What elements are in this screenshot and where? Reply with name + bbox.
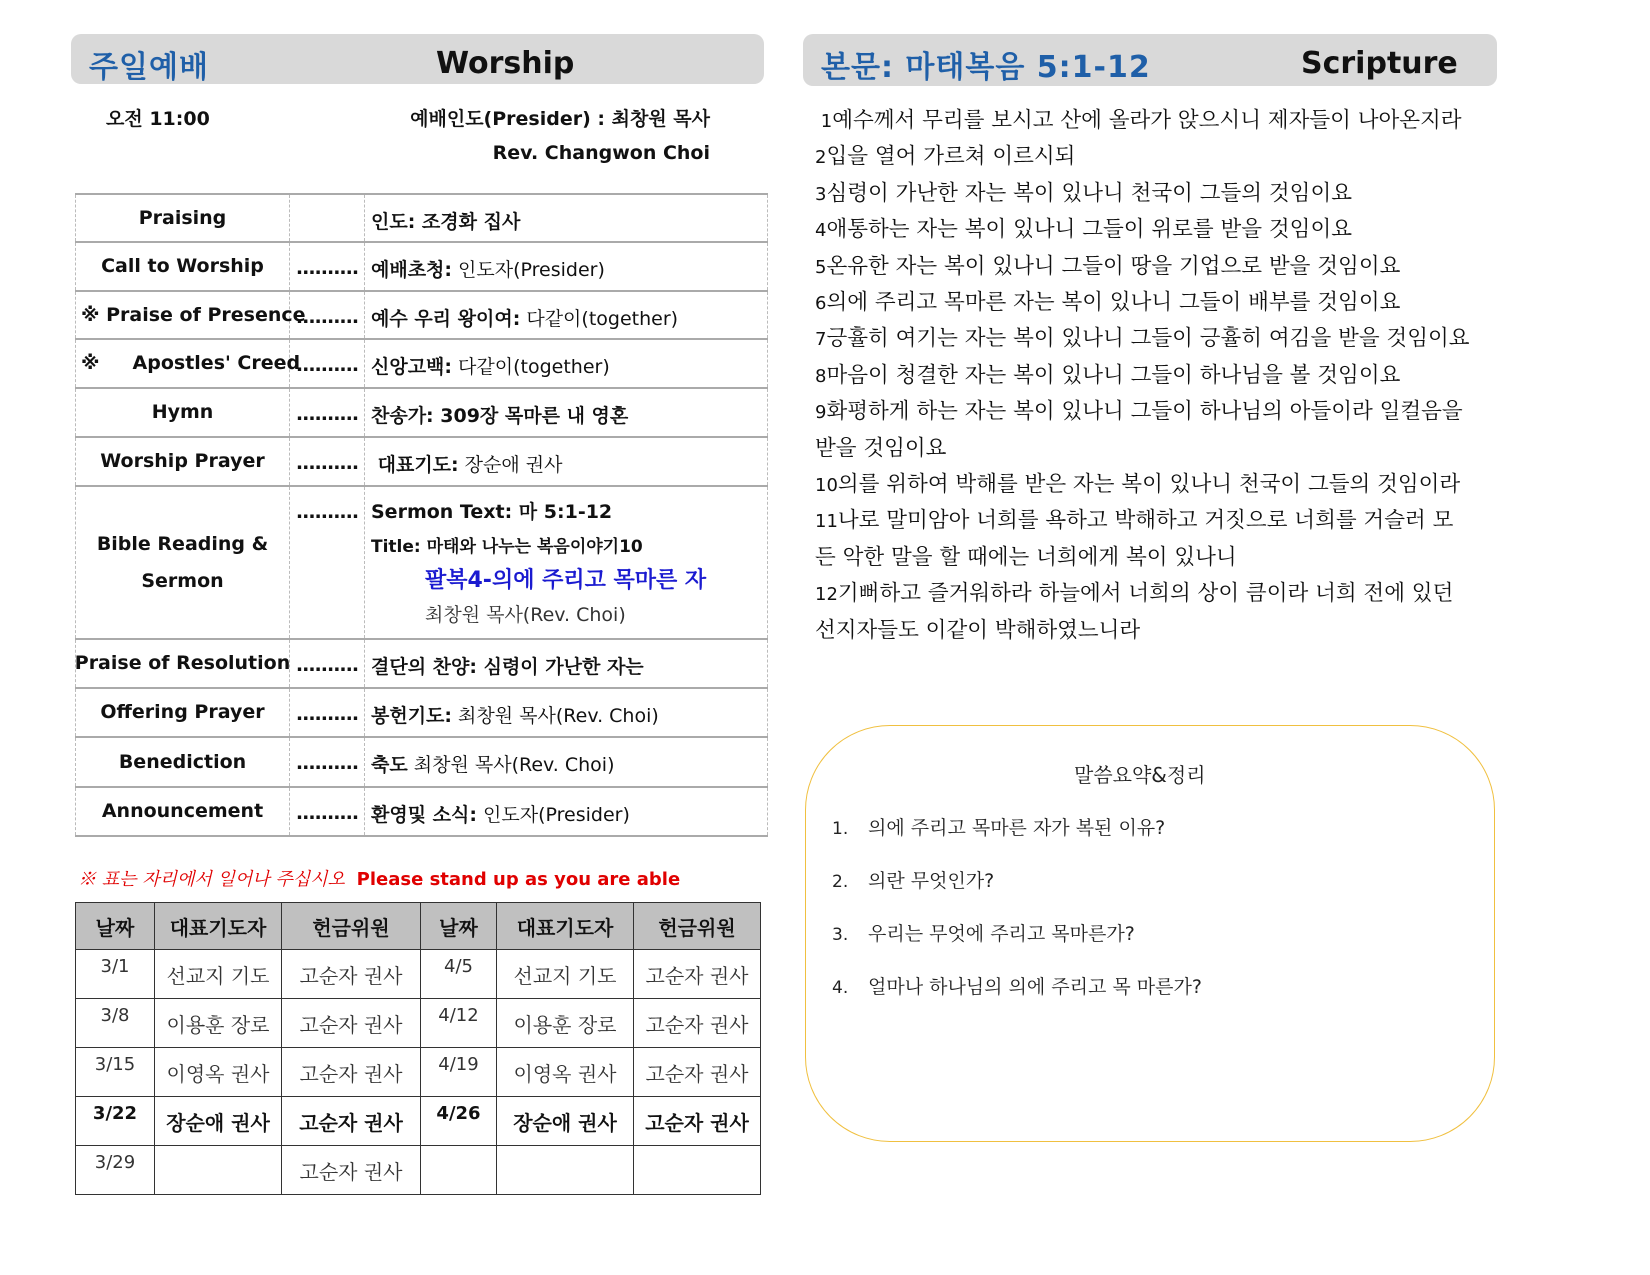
verse-number: 1	[815, 111, 833, 132]
order-item-value: 최창원 목사(Rev. Choi)	[452, 705, 659, 727]
schedule-row	[76, 1097, 761, 1146]
verse-text: 입을 열어 가르쳐 이르시되	[826, 144, 1076, 170]
verse-line	[815, 576, 1515, 612]
schedule-offering: 고순자 권사	[634, 1097, 761, 1146]
verse-line	[815, 285, 1515, 321]
order-item-label: 결단의 찬양: 심령이 가난한 자는	[371, 656, 644, 678]
schedule-offering: 고순자 권사	[282, 999, 421, 1048]
stand-note	[78, 865, 680, 891]
schedule-prayer: 이영옥 권사	[155, 1048, 282, 1097]
schedule-row	[76, 999, 761, 1048]
verse-line	[815, 503, 1515, 539]
summary-question	[832, 813, 1165, 840]
verse-line	[815, 176, 1515, 212]
schedule-header: 헌금위원	[634, 903, 761, 950]
verse-text: 의에 주리고 목마른 자는 복이 있나니 그들이 배부를 것임이요	[826, 290, 1401, 316]
order-item-value: 인도자(Presider)	[452, 259, 605, 281]
verse-line	[815, 321, 1515, 357]
order-row	[75, 689, 768, 738]
order-row	[75, 640, 768, 689]
schedule-offering: 고순자 권사	[634, 1048, 761, 1097]
order-item-label: 찬송가: 309장 목마른 내 영혼	[371, 405, 629, 427]
schedule-prayer	[497, 1146, 634, 1195]
order-row	[75, 738, 768, 788]
verse-text: 의를 위하여 박해를 받은 자는 복이 있나니 천국이 그들의 것임이라	[837, 472, 1461, 498]
schedule-date: 4/5	[421, 950, 497, 999]
schedule-header: 대표기도자	[497, 903, 634, 950]
schedule-date: 3/29	[76, 1146, 155, 1195]
scripture-title-en: Scripture	[1301, 46, 1458, 81]
order-item-detail	[365, 788, 768, 835]
verse-number: 8	[815, 365, 827, 387]
order-item-name: Praising	[75, 195, 290, 241]
sermon-text: Sermon Text: 마 5:1-12	[371, 501, 613, 523]
schedule-offering: 고순자 권사	[634, 999, 761, 1048]
order-item-detail	[365, 292, 768, 338]
verse-text: 나로 말미암아 너희를 욕하고 박해하고 거짓으로 너희를 거슬러 모	[837, 508, 1454, 534]
schedule-date: 3/8	[76, 999, 155, 1048]
worship-header	[71, 34, 764, 84]
schedule-offering: 고순자 권사	[282, 1146, 421, 1195]
schedule-row	[76, 1146, 761, 1195]
order-row	[75, 292, 768, 340]
schedule-prayer	[155, 1146, 282, 1195]
leader-dots: ..........	[290, 243, 365, 290]
question-text: 의에 주리고 목마른 자가 복된 이유?	[868, 817, 1166, 839]
order-row	[75, 195, 768, 243]
order-row	[75, 788, 768, 837]
order-item-value: 조경화 집사	[415, 211, 521, 233]
leader-dots: ..........	[290, 788, 365, 835]
order-item-name: Offering Prayer	[75, 689, 290, 736]
sermon-summary-box	[805, 725, 1495, 1142]
summary-question	[832, 866, 994, 893]
order-row	[75, 438, 768, 487]
schedule-header: 대표기도자	[155, 903, 282, 950]
schedule-date: 4/12	[421, 999, 497, 1048]
worship-title-ko: 주일예배	[89, 50, 209, 85]
verse-number: 10	[815, 475, 838, 497]
stand-note-ko: ※ 표는 자리에서 일어나 주십시오	[78, 869, 345, 890]
order-item-name: Call to Worship	[75, 243, 290, 290]
question-text: 의란 무엇인가?	[868, 870, 995, 892]
order-row	[75, 487, 768, 640]
service-time: 오전 11:00	[106, 108, 210, 130]
verse-number: 12	[815, 584, 838, 606]
order-item-name: Announcement	[75, 788, 290, 835]
summary-question	[832, 972, 1202, 999]
verse-number: 9	[815, 402, 827, 424]
order-item-detail	[365, 438, 768, 485]
verse-number: 5	[815, 256, 827, 278]
verse-number: 4	[815, 220, 827, 242]
verse-text: 애통하는 자는 복이 있나니 그들이 위로를 받을 것임이요	[826, 217, 1352, 243]
leader-dots: ..........	[290, 738, 365, 786]
order-item-label: 예배초청:	[371, 259, 453, 281]
order-item-label: 예수 우리 왕이여:	[371, 308, 521, 330]
schedule-prayer: 장순애 권사	[155, 1097, 282, 1146]
order-item-name	[75, 487, 290, 638]
schedule-offering: 고순자 권사	[282, 1048, 421, 1097]
sermon-series-title: Title: 마태와 나누는 복음이야기10	[371, 537, 643, 557]
order-item-value: 최창원 목사(Rev. Choi)	[407, 754, 615, 776]
summary-question	[832, 919, 1135, 946]
order-row	[75, 243, 768, 292]
schedule-offering: 고순자 권사	[634, 950, 761, 999]
schedule-row	[76, 950, 761, 999]
order-item-name: ※ Praise of Presence	[75, 292, 290, 338]
question-text: 우리는 무엇에 주리고 목마른가?	[868, 923, 1135, 945]
leader-dots: ..........	[290, 689, 365, 736]
schedule-prayer: 이용훈 장로	[497, 999, 634, 1048]
order-item-label: 봉헌기도:	[371, 705, 453, 727]
verse-text: 온유한 자는 복이 있나니 그들이 땅을 기업으로 받을 것임이요	[826, 253, 1401, 279]
scripture-title-ko: 본문: 마태복음 5:1-12	[821, 50, 1151, 85]
order-item-detail	[365, 738, 768, 786]
schedule-row	[76, 1048, 761, 1097]
verse-text: 받을 것임이요	[815, 435, 947, 461]
verse-number: 2	[815, 147, 827, 169]
order-item-label: 대표기도:	[371, 454, 459, 476]
leader-dots: ..........	[290, 340, 365, 387]
verse-text: 심령이 가난한 자는 복이 있나니 천국이 그들의 것임이요	[826, 180, 1352, 206]
order-item-name: Benediction	[75, 738, 290, 786]
order-item-name: Worship Prayer	[75, 438, 290, 485]
preacher: 최창원 목사(Rev. Choi)	[425, 604, 626, 626]
order-item-detail	[365, 389, 768, 436]
presider-line1: 예배인도(Presider) : 최창원 목사	[410, 108, 710, 130]
verse-line	[815, 212, 1515, 248]
schedule-date: 3/1	[76, 950, 155, 999]
schedule-offering	[634, 1146, 761, 1195]
verse-number: 6	[815, 293, 827, 315]
schedule-prayer: 이영옥 권사	[497, 1048, 634, 1097]
schedule-header: 헌금위원	[282, 903, 421, 950]
schedule-prayer: 선교지 기도	[155, 950, 282, 999]
order-item-name: ※ Apostles' Creed	[75, 340, 290, 387]
sermon-name-line1: Bible Reading &	[96, 533, 269, 556]
verse-number: 3	[815, 183, 827, 205]
verse-line	[815, 431, 1515, 467]
order-item-label: 인도:	[371, 211, 416, 233]
order-item-name: Praise of Resolution	[75, 640, 290, 687]
order-item-detail	[365, 340, 768, 387]
order-item-value: 다같이(together)	[520, 308, 679, 330]
verse-text: 마음이 청결한 자는 복이 있나니 그들이 하나님을 볼 것임이요	[826, 362, 1401, 388]
order-item-label: 환영및 소식:	[371, 804, 477, 826]
leader-dots: ..........	[290, 438, 365, 485]
order-item-value: 다같이(together)	[452, 356, 610, 378]
verse-text: 예수께서 무리를 보시고 산에 올라가 앉으시니 제자들이 나아온지라	[832, 108, 1462, 133]
question-number: 4.	[832, 978, 849, 998]
order-item-value: 장순애 권사	[458, 454, 563, 476]
leader-dots: ..........	[290, 292, 365, 338]
leader-dots: ..........	[290, 640, 365, 687]
schedule-table	[75, 902, 761, 1195]
order-item-detail	[365, 195, 768, 241]
scripture-header	[803, 34, 1497, 86]
question-number: 2.	[832, 872, 849, 892]
schedule-prayer: 이용훈 장로	[155, 999, 282, 1048]
order-of-worship	[75, 193, 768, 837]
sermon-title: 팔복4-의에 주리고 목마른 자	[425, 568, 707, 593]
schedule-header: 날짜	[76, 903, 155, 950]
verse-line	[815, 540, 1515, 576]
schedule-date: 3/22	[76, 1097, 155, 1146]
verse-text: 선지자들도 이같이 박해하였느니라	[815, 617, 1141, 643]
verse-text: 긍휼히 여기는 자는 복이 있나니 그들이 긍휼히 여김을 받을 것임이요	[826, 326, 1470, 352]
schedule-prayer: 선교지 기도	[497, 950, 634, 999]
worship-title-en: Worship	[436, 46, 575, 81]
sermon-name-line2: Sermon	[141, 569, 224, 592]
question-number: 1.	[832, 819, 849, 839]
leader-dots: ..........	[290, 389, 365, 436]
schedule-date: 4/19	[421, 1048, 497, 1097]
question-text: 얼마나 하나님의 의에 주리고 목 마른가?	[868, 976, 1202, 998]
order-item-name: Hymn	[75, 389, 290, 436]
order-item-label: 축도	[371, 754, 408, 776]
order-item-detail	[365, 640, 768, 687]
order-row	[75, 389, 768, 438]
verse-text: 화평하게 하는 자는 복이 있나니 그들이 하나님의 아들이라 일컬음을	[826, 399, 1463, 425]
verse-line	[815, 613, 1515, 649]
verse-line	[815, 358, 1515, 394]
schedule-date	[421, 1146, 497, 1195]
schedule-offering: 고순자 권사	[282, 950, 421, 999]
order-item-detail	[365, 689, 768, 736]
scripture-text	[815, 103, 1515, 649]
leader-dots	[290, 195, 365, 241]
schedule-prayer: 장순애 권사	[497, 1097, 634, 1146]
question-number: 3.	[832, 925, 849, 945]
order-item-detail	[365, 243, 768, 290]
sermon-details	[365, 487, 768, 638]
verse-line	[815, 394, 1515, 430]
verse-line	[815, 467, 1515, 503]
schedule-offering: 고순자 권사	[282, 1097, 421, 1146]
schedule-date: 4/26	[421, 1097, 497, 1146]
summary-title: 말씀요약&정리	[1074, 763, 1206, 787]
order-item-label: 신앙고백:	[371, 356, 453, 378]
order-row	[75, 340, 768, 389]
verse-text: 든 악한 말을 할 때에는 너희에게 복이 있나니	[815, 544, 1237, 570]
verse-number: 7	[815, 329, 827, 351]
schedule-date: 3/15	[76, 1048, 155, 1097]
verse-line	[815, 249, 1515, 285]
leader-dots: ..........	[290, 487, 365, 638]
presider-line2: Rev. Changwon Choi	[492, 142, 710, 164]
verse-number: 11	[815, 511, 838, 533]
verse-line	[815, 139, 1515, 175]
verse-text: 기뻐하고 즐거워하라 하늘에서 너희의 상이 큼이라 너희 전에 있던	[837, 581, 1454, 607]
schedule-header: 날짜	[421, 903, 497, 950]
verse-line	[815, 103, 1515, 139]
stand-note-en: Please stand up as you are able	[356, 869, 681, 890]
order-item-value: 인도자(Presider)	[476, 804, 630, 826]
